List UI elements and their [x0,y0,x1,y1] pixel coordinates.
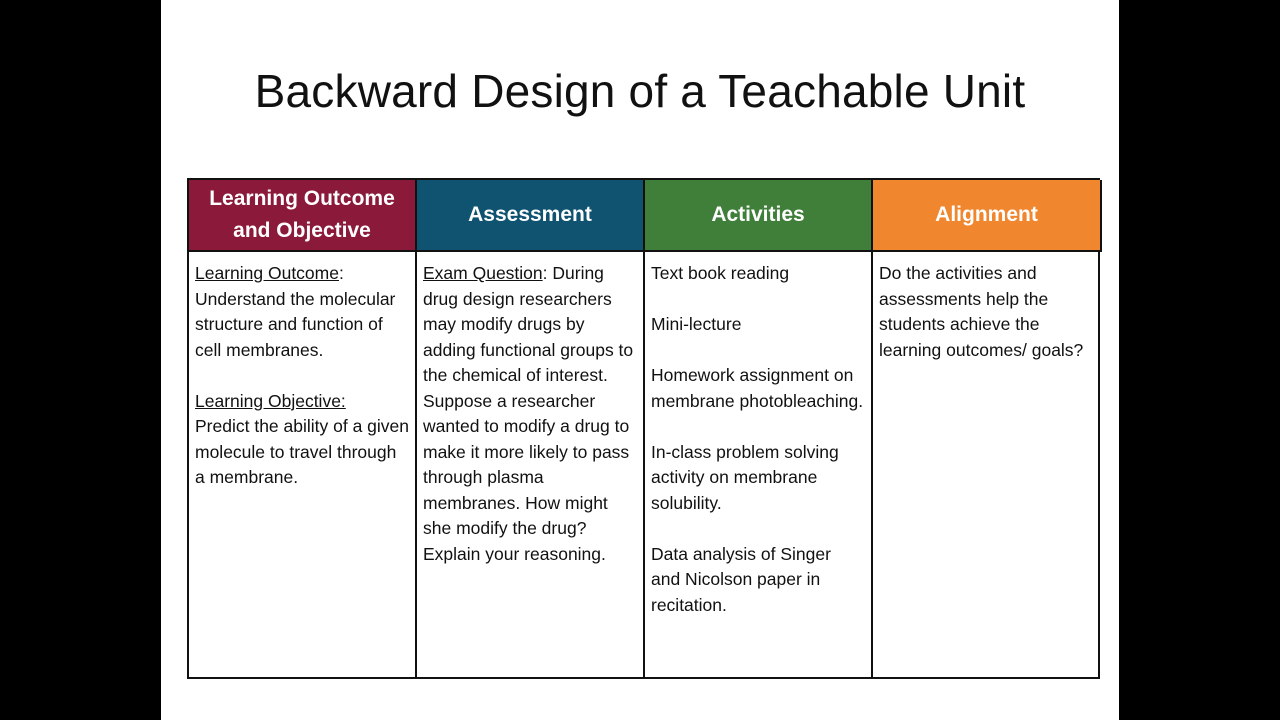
learning-outcome-text: : Understand the molecular structure and function of cell membranes. [195,263,396,360]
slide [161,0,1119,720]
header-alignment: Alignment [873,180,1102,252]
cell-activities [645,252,873,677]
backward-design-table [187,178,1100,679]
exam-question-paragraph [423,261,637,567]
learning-outcome-label: Learning Outcome [195,263,339,283]
activity-item: In-class problem solving activity on membrane solubility. [651,441,839,513]
learning-outcome-paragraph [195,261,409,363]
learning-objective-label: Learning Objective: [195,390,346,411]
cell-learning-outcome [189,252,417,677]
header-learning-outcome: Learning Outcome and Objective [189,180,417,252]
exam-question-label: Exam Question [423,263,543,283]
header-assessment: Assessment [417,180,645,252]
learning-objective-paragraph [195,389,409,491]
exam-question-text: : During drug design researchers may modify drugs by adding functional groups to the chemical of interest. Suppose a researcher wanted to modify a drug to make it more likely to pass through plasma membranes. How might she modify the drug? Explain your reasoning. [423,263,634,564]
activity-item: Text book reading [651,263,790,283]
cell-alignment [873,252,1102,677]
activity-item: Mini-lecture [651,314,742,334]
activity-item: Homework assignment on membrane photobleaching. [651,365,864,411]
slide-title: Backward Design of a Teachable Unit [254,65,1026,117]
cell-assessment [417,252,645,677]
activity-item: Data analysis of Singer and Nicolson paper in recitation. [651,543,831,615]
learning-objective-text: Predict the ability of a given molecule to travel through a membrane. [195,416,410,487]
header-activities: Activities [645,180,873,252]
alignment-text: Do the activities and assessments help the students achieve the learning outcomes/ goals? [879,263,1084,360]
